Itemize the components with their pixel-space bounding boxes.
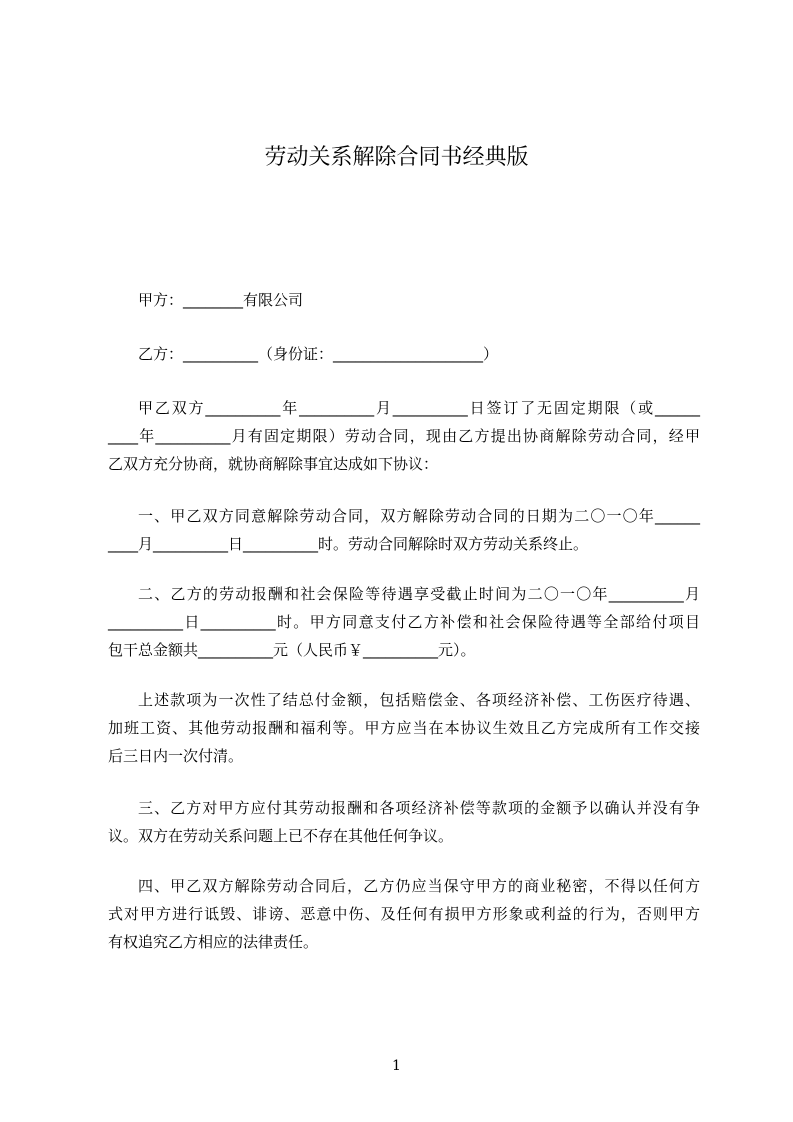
paragraph-line: 有权追究乙方相应的法律责任。 (108, 933, 319, 951)
paragraph-line: 包干总金额共__________元（人民币￥__________元）。 (108, 641, 476, 659)
paragraph-line: 后三日内一次付清。 (108, 747, 244, 765)
paragraph-line: 乙双方充分协商，就协商解除事宜达成如下协议： (108, 455, 439, 473)
paragraph-line: 式对甲方进行诋毁、诽谤、恶意中伤、及任何有损甲方形象或利益的行为，否则甲方 (108, 905, 700, 923)
intro-paragraph (108, 394, 700, 478)
paragraph-line: 甲方：________有限公司 (138, 291, 304, 309)
paragraph-line: ____年__________月有固定期限）劳动合同，现由乙方提出协商解除劳动合同，经甲 (108, 427, 700, 445)
paragraph-line: 甲乙双方__________年__________月__________日签订了无固定期限（或______ (138, 399, 700, 417)
party-b-paragraph (108, 340, 700, 368)
clause-3-paragraph (108, 794, 700, 850)
paragraph-line: 二、乙方的劳动报酬和社会保险等待遇享受截止时间为二〇一〇年__________月 (138, 585, 700, 603)
paragraph-line: ____月__________日__________时。劳动合同解除时双方劳动关系终止。 (108, 535, 589, 553)
paragraph-line: __________日__________时。甲方同意支付乙方补偿和社会保险待遇等全部给付项目 (108, 613, 700, 631)
paragraph-line: 四、甲乙双方解除劳动合同后，乙方仍应当保守甲方的商业秘密，不得以任何方 (138, 877, 700, 895)
paragraph-line: 加班工资、其他劳动报酬和福利等。甲方应当在本协议生效且乙方完成所有工作交接 (108, 719, 700, 737)
paragraph-line: 乙方：__________（身份证：____________________） (138, 345, 499, 363)
paragraph-line: 一、甲乙双方同意解除劳动合同，双方解除劳动合同的日期为二〇一〇年______ (138, 507, 700, 525)
document-title: 劳动关系解除合同书经典版 (264, 145, 529, 170)
paragraph-line: 议。双方在劳动关系问题上已不存在其他任何争议。 (108, 827, 454, 845)
page-number: 1 (392, 1058, 401, 1074)
party-a-paragraph (108, 286, 700, 314)
clause-1-paragraph (108, 502, 700, 558)
clause-4-paragraph (108, 872, 700, 956)
payment-terms-paragraph (108, 686, 700, 770)
clause-2-paragraph (108, 580, 700, 664)
paragraph-line: 三、乙方对甲方应付其劳动报酬和各项经济补偿等款项的金额予以确认并没有争 (138, 799, 700, 817)
paragraph-line: 上述款项为一次性了结总付金额，包括赔偿金、各项经济补偿、工伤医疗待遇、 (138, 691, 700, 709)
